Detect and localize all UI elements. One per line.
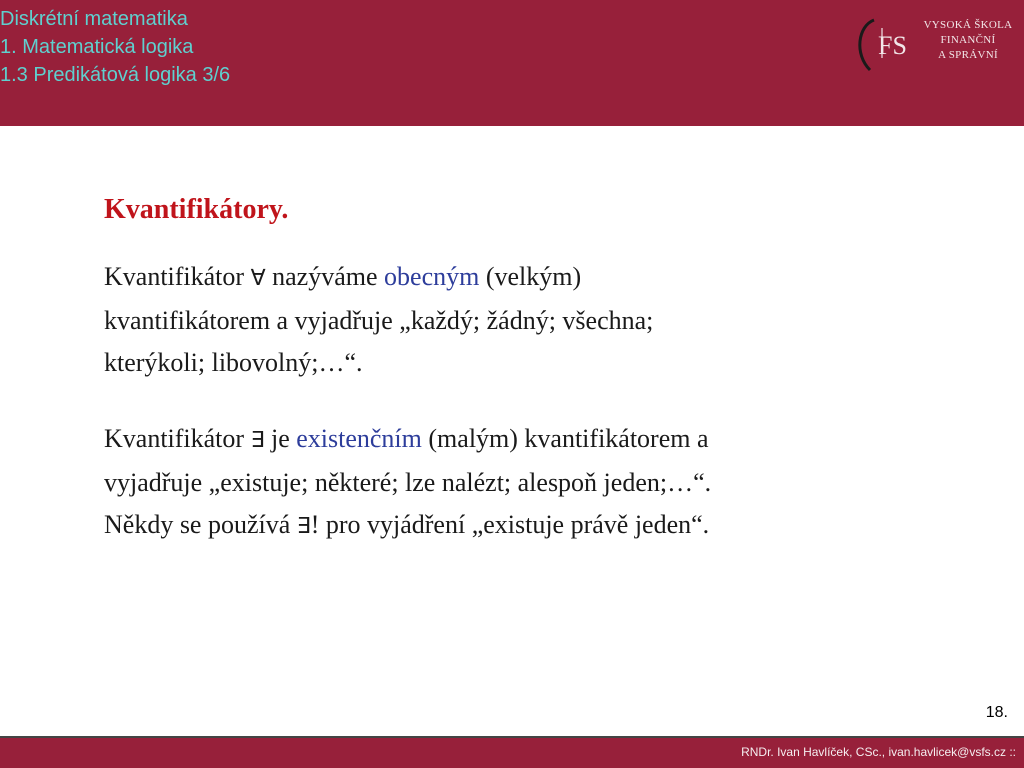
footer-author: RNDr. Ivan Havlíček, CSc., ivan.havlicek@vsfs.cz ::: [741, 745, 1016, 759]
paragraph-universal: [104, 256, 984, 384]
paragraph-existential-line-3: [104, 504, 984, 548]
chapter-title: 1. Matematická logika: [0, 36, 194, 58]
highlight-obecnym: obecným: [384, 262, 480, 291]
forall-symbol: ∀: [250, 266, 266, 291]
highlight-existencnim: existenčním: [296, 424, 422, 453]
logo-mark-letters: FS: [878, 31, 907, 60]
text-span: (velkým): [479, 262, 582, 291]
text-span: Někdy se používá: [104, 510, 297, 539]
school-logo: [852, 14, 1020, 76]
text-span: ! pro vyjádření „existuje právě jeden“.: [310, 510, 710, 539]
exists-unique-symbol: ∃: [296, 514, 311, 539]
text-span: Kvantifikátor: [104, 262, 251, 291]
page-number: 18.: [985, 704, 1008, 721]
logo-line-3: A SPRÁVNÍ: [938, 49, 998, 61]
header-titles: [0, 5, 230, 89]
exists-symbol: ∃: [250, 428, 265, 453]
paragraph-existential-line-1: [104, 418, 984, 462]
paragraph-universal-line-1: [104, 256, 984, 300]
section-title-header: 1.3 Predikátová logika 3/6: [0, 64, 231, 86]
slide-content: [104, 190, 984, 548]
text-span: je: [264, 424, 297, 453]
header-bar: [0, 0, 1024, 126]
slide-heading: Kvantifikátory.: [104, 194, 289, 225]
text-span: nazýváme: [265, 262, 385, 291]
paragraph-existential-line-2: vyjadřuje „existuje; některé; lze nalézt; alespoň jeden;…“.: [104, 468, 712, 497]
text-span: (malým) kvantifikátorem a: [421, 424, 709, 453]
logo-mark-icon: [852, 14, 914, 76]
footer-bar: [0, 738, 1024, 768]
paragraph-existential: [104, 418, 984, 548]
course-title: Diskrétní matematika: [0, 8, 188, 30]
paragraph-universal-line-2: kvantifikátorem a vyjadřuje „každý; žádný; všechna;: [104, 306, 654, 335]
logo-line-2: FINANČNÍ: [940, 34, 996, 46]
logo-text: [918, 18, 1018, 63]
logo-line-1: VYSOKÁ ŠKOLA: [923, 19, 1013, 31]
paragraph-universal-line-3: kterýkoli; libovolný;…“.: [104, 348, 363, 377]
text-span: Kvantifikátor: [104, 424, 251, 453]
